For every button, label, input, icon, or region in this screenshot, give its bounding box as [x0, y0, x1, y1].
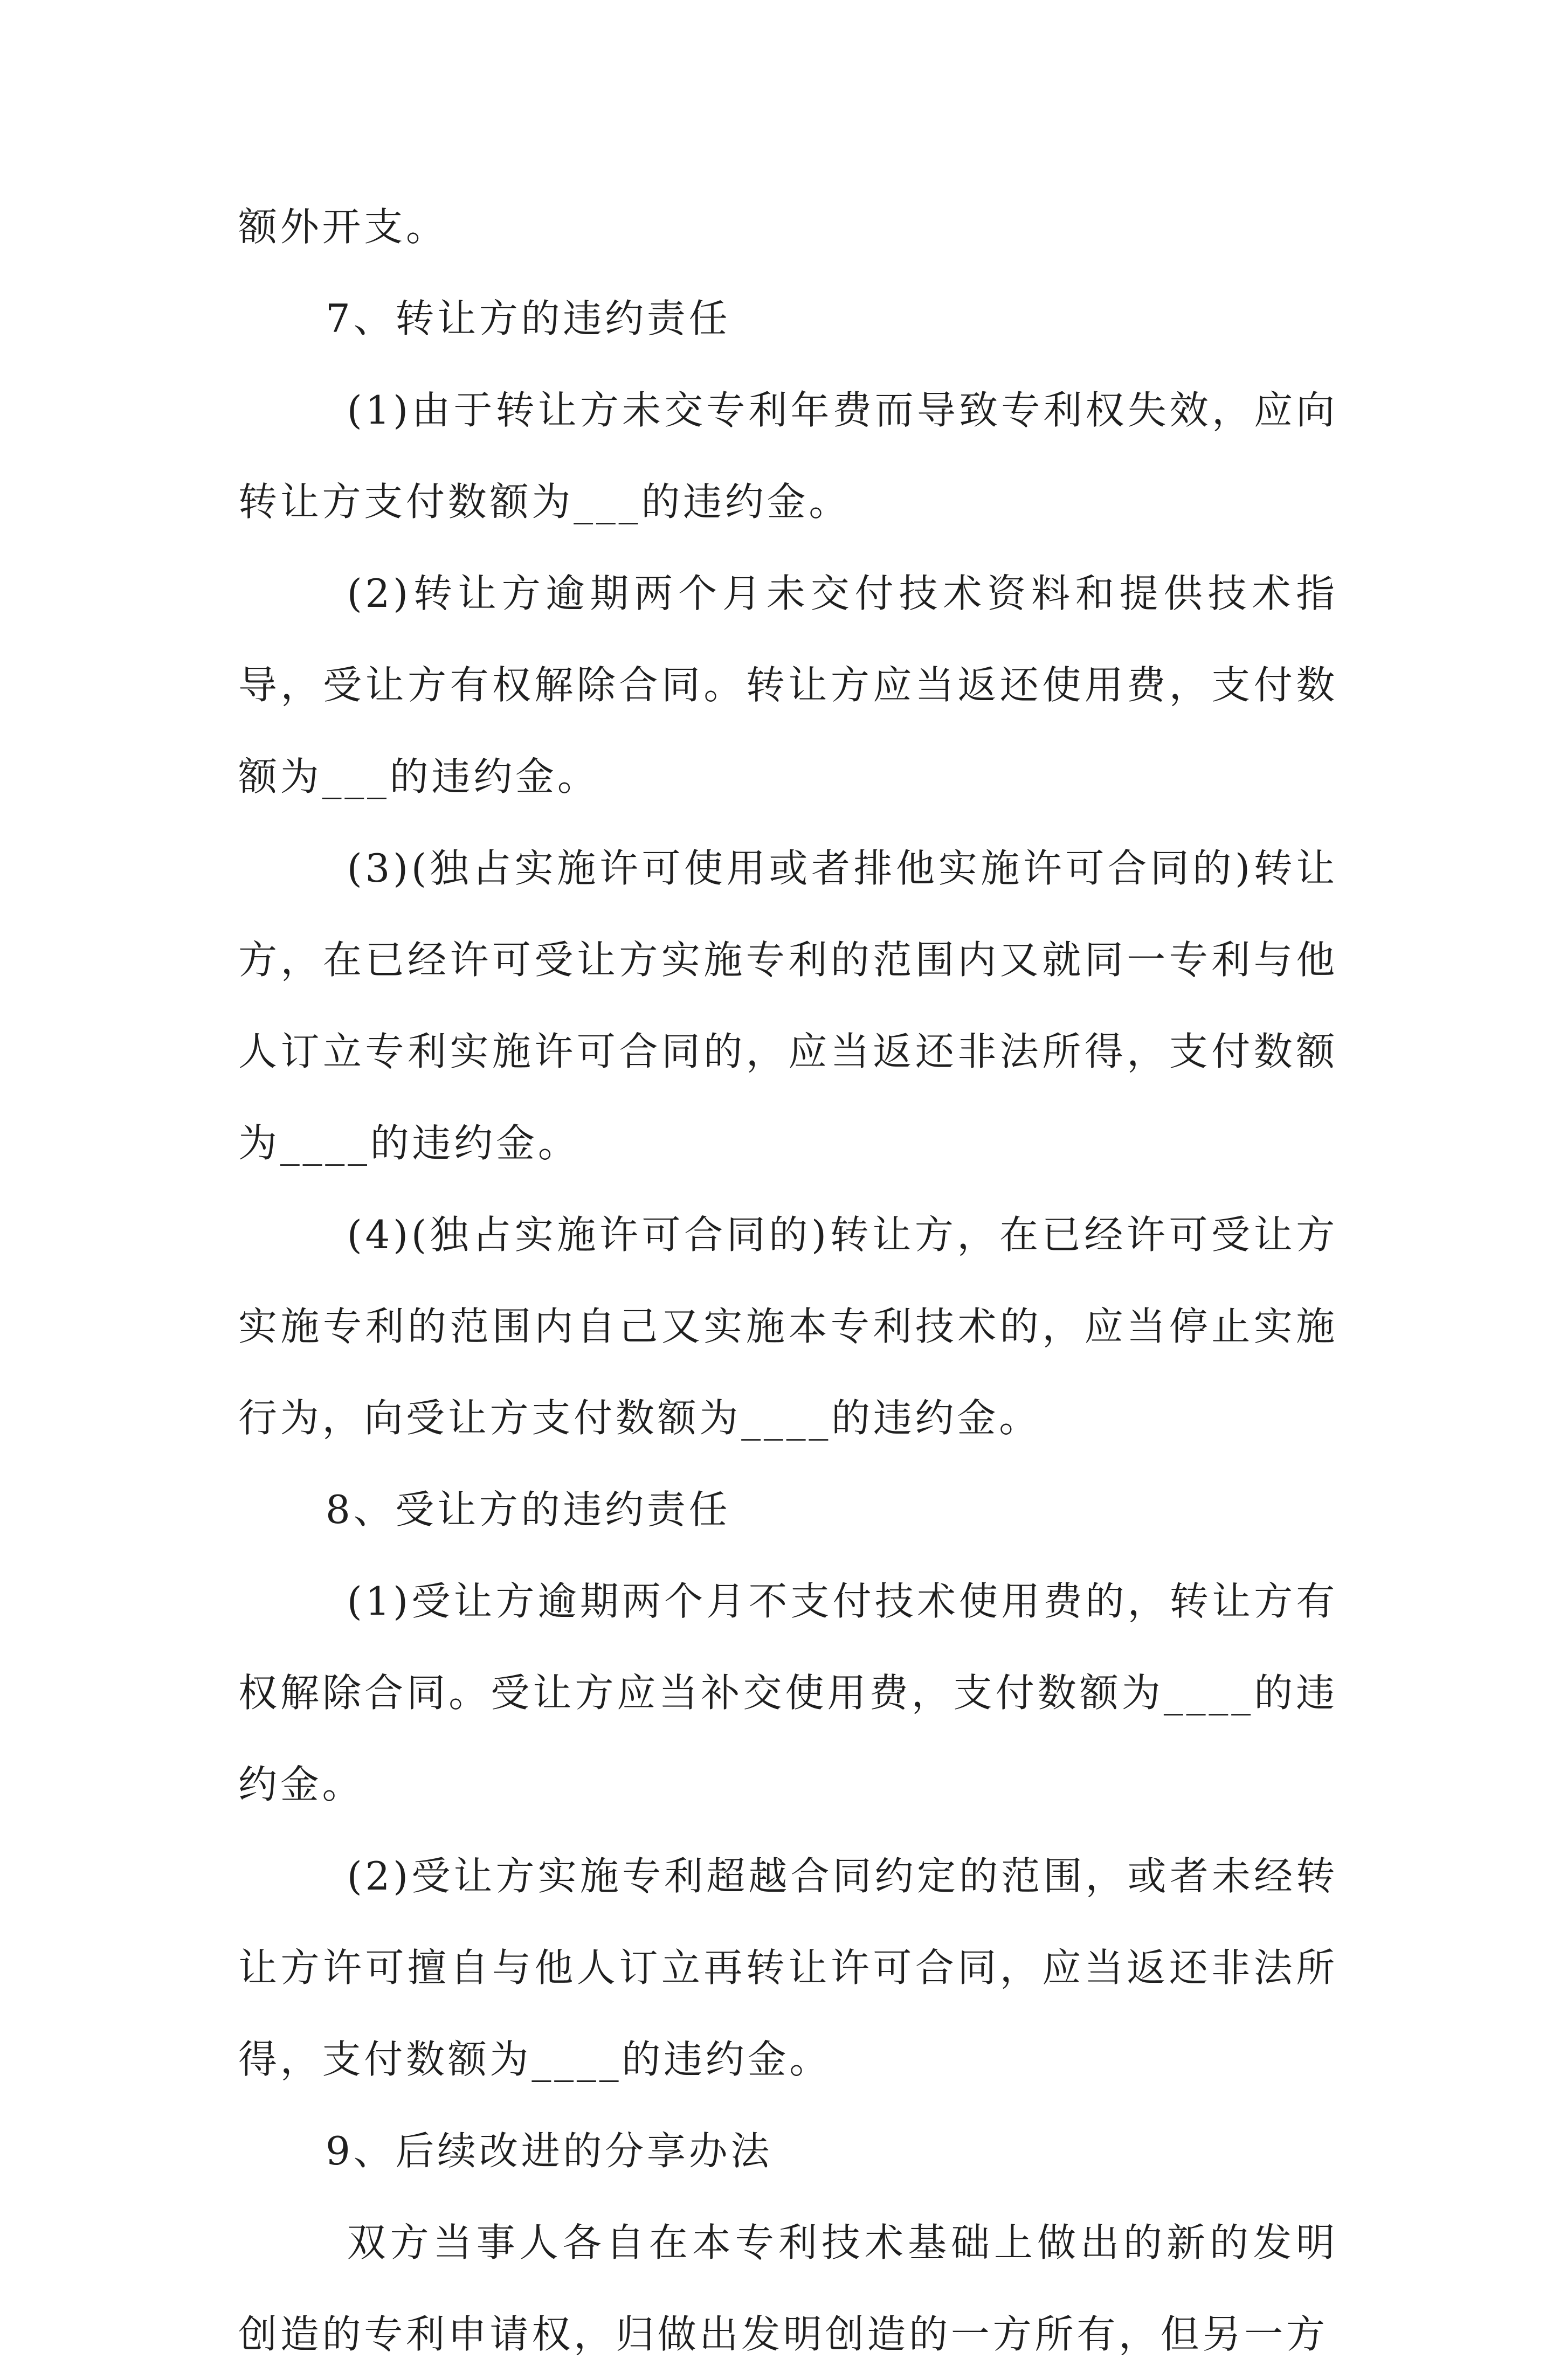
contract-text	[238, 181, 1338, 2380]
clause-7-1: (1)由于转让方未交专利年费而导致专利权失效，应向转让方支付数额为___的违约金。	[238, 388, 1338, 524]
clause-9-body: 双方当事人各自在本专利技术基础上做出的新的发明创造的专利申请权，归做出发明创造的一方所有，但另一方	[238, 2220, 1338, 2357]
clause-8-2: (2)受让方实施专利超越合同约定的范围，或者未经转让方许可擅自与他人订立再转让许可合同，应当返还非法所得，支付数额为____的违约金。	[238, 1853, 1338, 2082]
clause-7-2: (2)转让方逾期两个月未交付技术资料和提供技术指导，受让方有权解除合同。转让方应当返还使用费，支付数额为___的违约金。	[238, 571, 1338, 799]
clause-8-1: (1)受让方逾期两个月不支付技术使用费的，转让方有权解除合同。受让方应当补交使用费，支付数额为____的违约金。	[238, 1579, 1338, 1807]
clause-7-4: (4)(独占实施许可合同的)转让方，在已经许可受让方实施专利的范围内自己又实施本专利技术的，应当停止实施行为，向受让方支付数额为____的违约金。	[238, 1212, 1338, 1441]
section-heading-8: 8、受让方的违约责任	[326, 1487, 731, 1532]
clause-7-3: (3)(独占实施许可使用或者排他实施许可合同的)转让方，在已经许可受让方实施专利的范围内又就同一专利与他人订立专利实施许可合同的，应当返还非法所得，支付数额为____的违约金。	[238, 846, 1338, 1166]
paragraph-continuation: 额外开支。	[238, 204, 448, 250]
section-heading-9: 9、后续改进的分享办法	[326, 2128, 773, 2174]
section-heading-7: 7、转让方的违约责任	[326, 296, 731, 341]
